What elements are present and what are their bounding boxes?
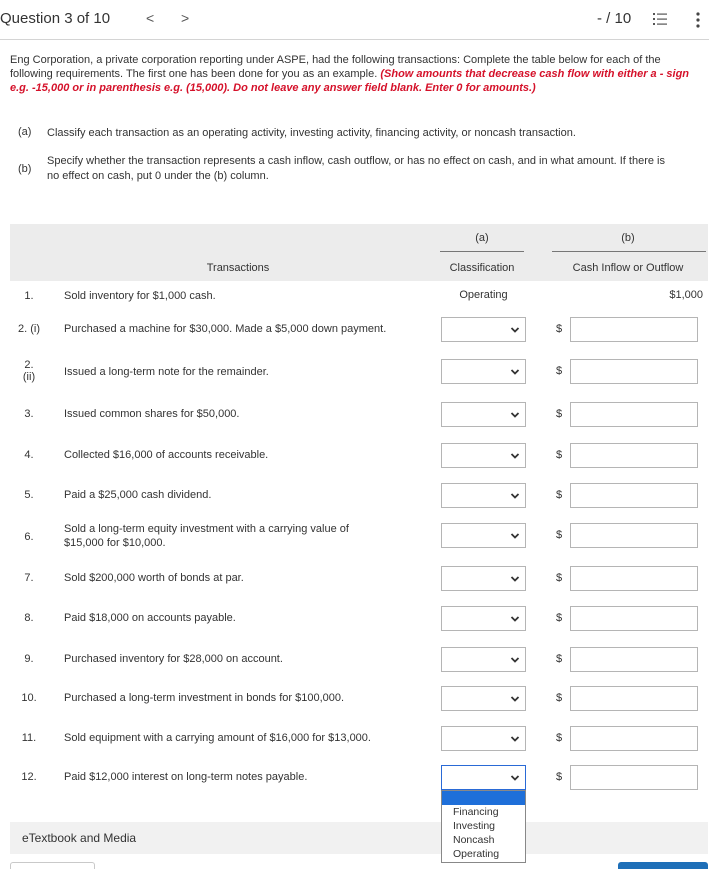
column-a-label: (a) [475, 232, 489, 244]
row-number: 5. [24, 489, 34, 501]
requirement-label: (b) [18, 163, 32, 175]
row-description: Sold $200,000 worth of bonds at par. [64, 572, 244, 584]
problem-instructions: (Show amounts that decrease cash flow with either a - sign e.g. -15,000 or in parenthesis e.g. (15,000). Do not leave any answer field blank. Enter 0 for amounts.) [10, 68, 690, 94]
chevron-down-icon [510, 491, 520, 501]
currency-symbol: $ [556, 732, 563, 744]
classification-select[interactable] [441, 443, 526, 468]
chevron-down-icon [510, 325, 520, 335]
cash-amount-input[interactable] [570, 483, 698, 508]
chevron-down-icon [510, 773, 520, 783]
example-amount: $1,000 [669, 289, 703, 301]
cash-amount-input[interactable] [570, 606, 698, 631]
currency-symbol: $ [556, 771, 563, 783]
column-a-divider [440, 251, 524, 252]
row-description: Sold inventory for $1,000 cash. [64, 290, 216, 302]
cash-amount-input[interactable] [570, 765, 698, 790]
classification-select[interactable] [441, 359, 526, 384]
dropdown-option-investing[interactable]: Investing [453, 820, 496, 832]
row-number: 2. [24, 359, 34, 371]
chevron-down-icon [510, 614, 520, 624]
row-description: Paid $12,000 interest on long-term notes payable. [64, 771, 308, 783]
row-number: 3. [24, 408, 34, 420]
currency-symbol: $ [556, 653, 563, 665]
row-number: 2. (i) [18, 323, 40, 335]
classification-select-open[interactable] [441, 765, 526, 790]
question-title: Question 3 of 10 [0, 10, 111, 27]
currency-symbol: $ [556, 489, 563, 501]
requirement-label: (a) [18, 126, 32, 138]
cash-amount-input[interactable] [570, 647, 698, 672]
requirement-text: Classify each transaction as an operating activity, investing activity, financing activity, or noncash transaction. [47, 127, 576, 139]
requirement-text: Specify whether the transaction represents a cash inflow, cash outflow, or has no effect on cash, and in what amount. If there is no effect on cash, put 0 under the (b) column. [47, 155, 665, 182]
question-score: - / 10 [597, 10, 632, 27]
row-number: 11. [21, 732, 37, 744]
row-number: 8. [24, 612, 34, 624]
row-description: Paid a $25,000 cash dividend. [64, 489, 212, 501]
secondary-action-button[interactable] [10, 862, 95, 869]
classification-select[interactable] [441, 647, 526, 672]
classification-select[interactable] [441, 726, 526, 751]
currency-symbol: $ [556, 692, 563, 704]
more-options-icon[interactable] [695, 11, 701, 29]
cash-amount-input[interactable] [570, 686, 698, 711]
transactions-header: Transactions [206, 262, 270, 274]
currency-symbol: $ [556, 323, 563, 335]
question-list-icon[interactable] [653, 12, 667, 26]
row-description: Sold a long-term equity investment with a carrying value of [64, 523, 349, 535]
chevron-down-icon [510, 451, 520, 461]
primary-action-button[interactable] [618, 862, 708, 869]
dropdown-option-financing[interactable]: Financing [453, 806, 499, 818]
cash-amount-input[interactable] [570, 317, 698, 342]
classification-select[interactable] [441, 402, 526, 427]
row-description: Collected $16,000 of accounts receivable. [64, 449, 269, 461]
classification-select[interactable] [441, 317, 526, 342]
classification-header: Classification [449, 262, 515, 274]
column-b-label: (b) [621, 232, 635, 244]
cash-amount-input[interactable] [570, 359, 698, 384]
etextbook-media-bar[interactable] [10, 822, 708, 854]
currency-symbol: $ [556, 365, 563, 377]
classification-dropdown-list [441, 790, 526, 863]
row-number: 4. [24, 449, 34, 461]
row-description: Sold equipment with a carrying amount of $16,000 for $13,000. [64, 732, 371, 744]
dropdown-option-noncash[interactable]: Noncash [453, 834, 495, 846]
chevron-down-icon [510, 694, 520, 704]
chevron-down-icon [510, 734, 520, 744]
row-description-continued: $15,000 for $10,000. [64, 537, 166, 549]
classification-select[interactable] [441, 483, 526, 508]
chevron-down-icon [510, 531, 520, 541]
chevron-down-icon [510, 367, 520, 377]
problem-statement [10, 53, 705, 95]
currency-symbol: $ [556, 612, 563, 624]
currency-symbol: $ [556, 449, 563, 461]
classification-select[interactable] [441, 566, 526, 591]
cash-amount-input[interactable] [570, 402, 698, 427]
row-description: Issued a long-term note for the remainder. [64, 366, 269, 378]
row-number: 10. [21, 692, 37, 704]
row-description: Purchased a machine for $30,000. Made a $5,000 down payment. [64, 323, 387, 335]
cash-amount-input[interactable] [570, 566, 698, 591]
row-number-sub: (ii) [22, 371, 36, 383]
dropdown-option-operating[interactable]: Operating [453, 848, 500, 860]
row-number: 12. [21, 771, 37, 783]
classification-select[interactable] [441, 686, 526, 711]
chevron-down-icon [510, 655, 520, 665]
currency-symbol: $ [556, 572, 563, 584]
row-description: Issued common shares for $50,000. [64, 408, 240, 420]
row-number: 9. [24, 653, 34, 665]
column-b-divider [552, 251, 706, 252]
question-header [0, 0, 709, 40]
problem-text: Eng Corporation, a private corporation reporting under ASPE, had the following transactions: Complete the table below for each of the following requirements. The first one has been done for you as an example. [10, 54, 661, 80]
chevron-down-icon [510, 574, 520, 584]
row-number: 1. [24, 290, 34, 302]
currency-symbol: $ [556, 529, 563, 541]
cash-amount-input[interactable] [570, 726, 698, 751]
row-description: Purchased inventory for $28,000 on account. [64, 653, 283, 665]
cash-amount-input[interactable] [570, 443, 698, 468]
example-classification: Operating [459, 289, 508, 301]
previous-question-button[interactable]: < [146, 10, 155, 26]
etextbook-media-label: eTextbook and Media [22, 831, 137, 845]
classification-select[interactable] [441, 606, 526, 631]
row-number: 6. [24, 531, 34, 543]
row-description: Purchased a long-term investment in bonds for $100,000. [64, 692, 345, 704]
next-question-button[interactable]: > [181, 10, 190, 26]
cash-amount-input[interactable] [570, 523, 698, 548]
row-description: Paid $18,000 on accounts payable. [64, 612, 236, 624]
chevron-down-icon [510, 410, 520, 420]
cash-flow-header: Cash Inflow or Outflow [572, 262, 684, 274]
classification-select[interactable] [441, 523, 526, 548]
dropdown-option-blank[interactable] [442, 791, 525, 805]
row-number: 7. [24, 572, 34, 584]
currency-symbol: $ [556, 408, 563, 420]
